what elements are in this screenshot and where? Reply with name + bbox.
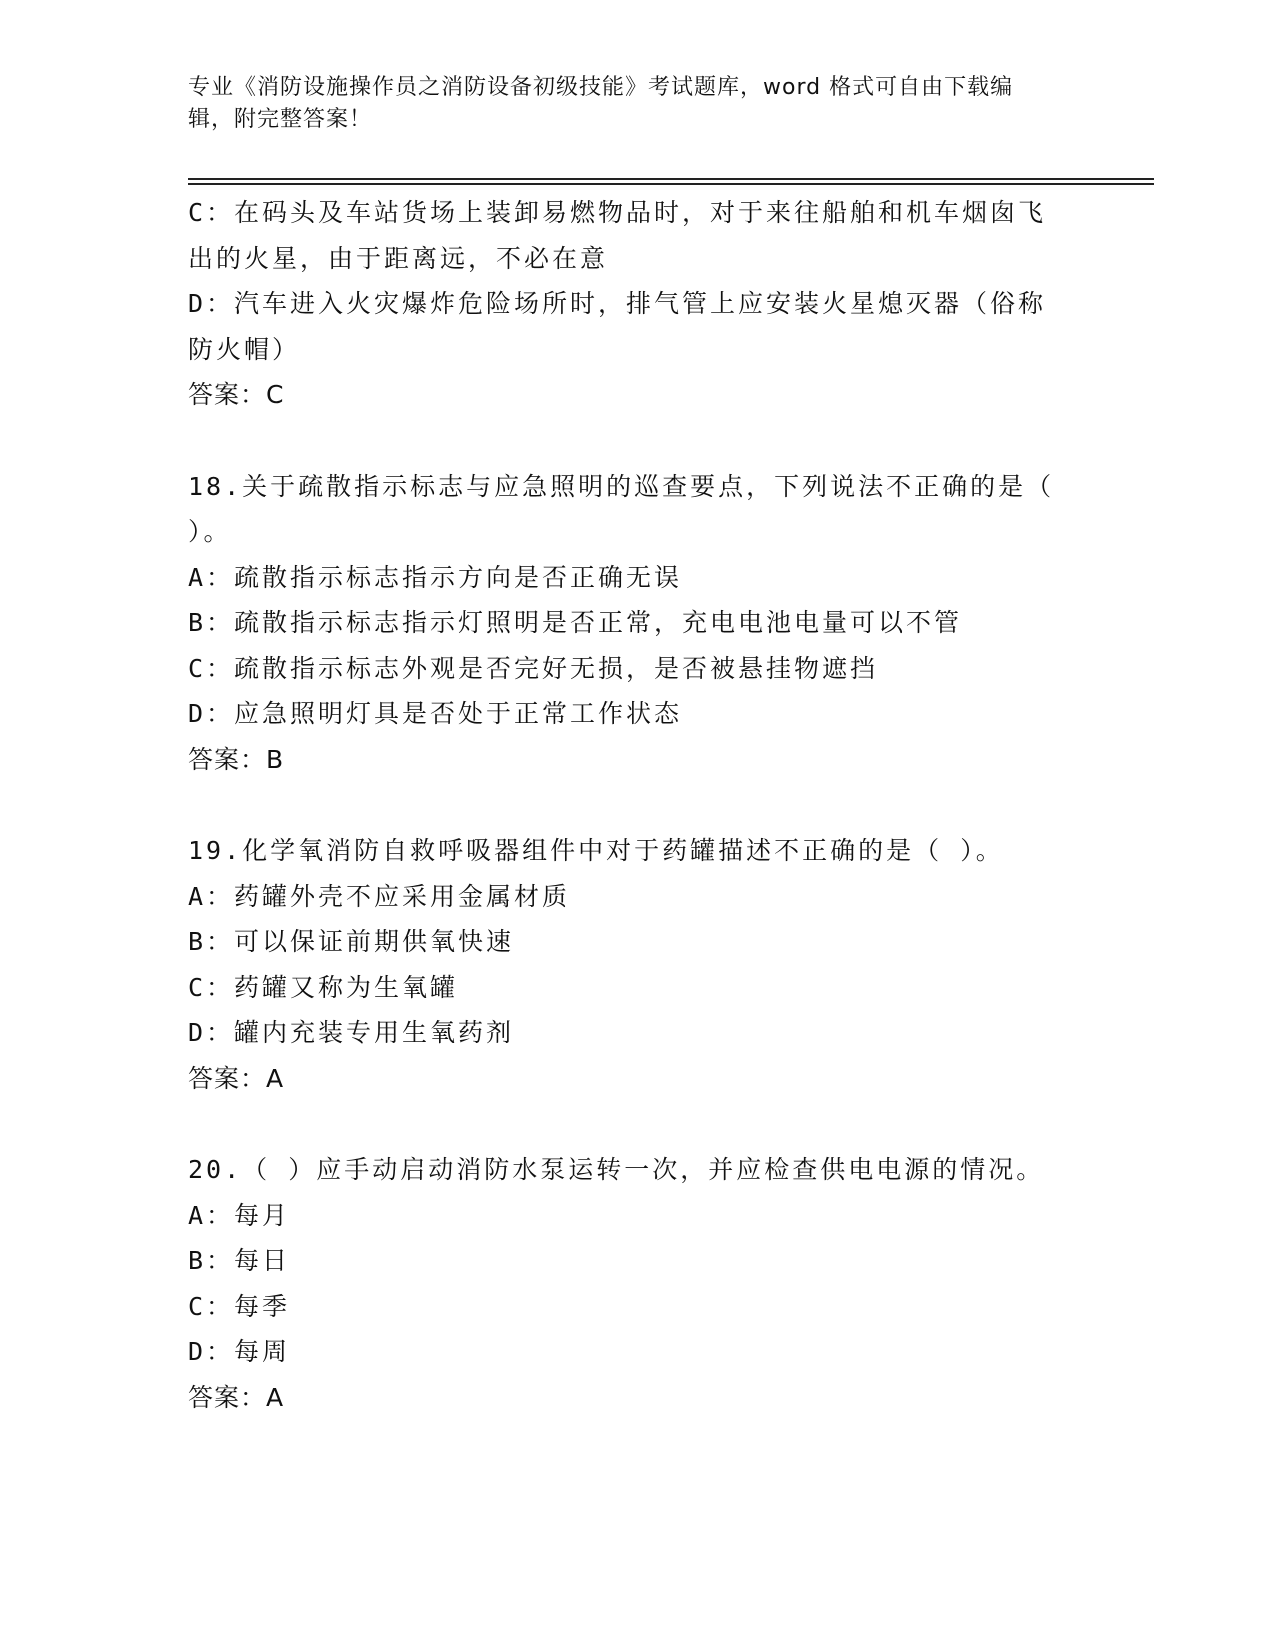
header-line-2: 辑，附完整答案！: [188, 107, 373, 132]
question-list: [188, 190, 1088, 1420]
header-rule-top: [188, 178, 1154, 180]
question-20: [188, 1147, 1088, 1420]
q20-option-c: C：每季: [188, 1291, 291, 1321]
q18-stem-line-1: 18.关于疏散指示标志与应急照明的巡查要点，下列说法不正确的是（: [188, 471, 1055, 501]
q20-stem: 20.（ ）应手动启动消防水泵运转一次，并应检查供电电源的情况。: [188, 1155, 1045, 1184]
q17-option-c-line-1: C：在码头及车站货场上装卸易燃物品时，对于来往船舶和机车烟囱飞: [188, 198, 1047, 227]
spacer: [188, 1101, 1088, 1147]
q18-stem-line-2: ）。: [188, 517, 232, 546]
header-line-1: 专业《消防设施操作员之消防设备初级技能》考试题库，word 格式可自由下载编: [188, 75, 1014, 100]
q17-option-c-line-2: 出的火星，由于距离远，不必在意: [188, 243, 609, 273]
q19-stem: 19.化学氧消防自救呼吸器组件中对于药罐描述不正确的是（ ）。: [188, 836, 1004, 865]
spacer: [188, 418, 1088, 464]
q17-option-d-line-1: D：汽车进入火灾爆炸危险场所时，排气管上应安装火星熄灭器（俗称: [188, 289, 1047, 318]
q20-answer: 答案：A: [188, 1382, 285, 1412]
q18-option-a: A：疏散指示标志指示方向是否正确无误: [188, 562, 683, 592]
q19-option-b: B：可以保证前期供氧快速: [188, 927, 515, 956]
spacer: [188, 782, 1088, 828]
document-header: [188, 72, 1068, 136]
question-17-tail: [188, 190, 1088, 418]
question-19: [188, 828, 1088, 1101]
q20-option-a: A：每月: [188, 1200, 291, 1230]
q19-option-d: D：罐内充装专用生氧药剂: [188, 1018, 515, 1047]
q18-answer: 答案：B: [188, 744, 285, 774]
q18-option-b: B：疏散指示标志指示灯照明是否正常，充电电池电量可以不管: [188, 608, 963, 637]
q20-option-d: D：每周: [188, 1337, 291, 1366]
q18-option-c: C：疏散指示标志外观是否完好无损，是否被悬挂物遮挡: [188, 653, 879, 683]
q19-answer: 答案：A: [188, 1063, 285, 1093]
q17-answer: 答案：C: [188, 380, 285, 409]
q18-option-d: D：应急照明灯具是否处于正常工作状态: [188, 699, 683, 728]
header-rule-bottom: [188, 183, 1154, 185]
q17-option-d-line-2: 防火帽）: [188, 334, 301, 364]
q19-option-c: C：药罐又称为生氧罐: [188, 972, 459, 1002]
q19-option-a: A：药罐外壳不应采用金属材质: [188, 881, 571, 911]
question-18: [188, 464, 1088, 783]
q20-option-b: B：每日: [188, 1246, 291, 1275]
